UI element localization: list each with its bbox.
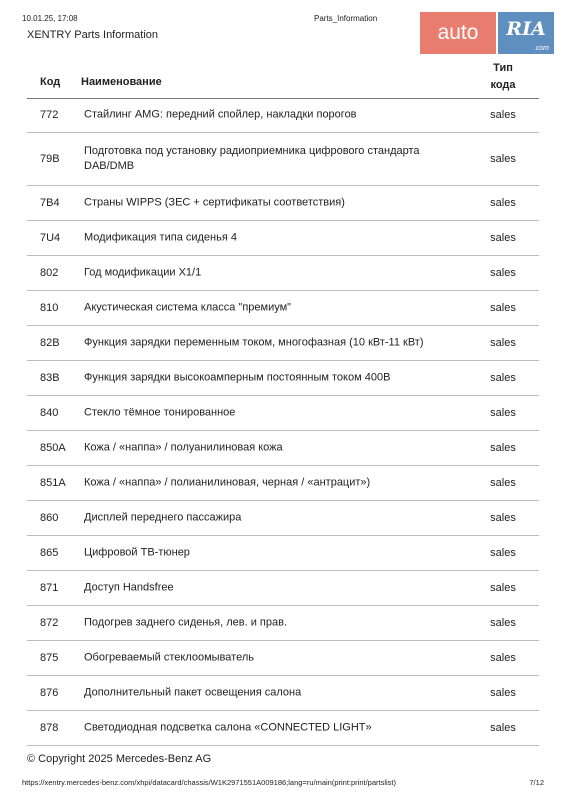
row-code: 802: [40, 267, 59, 279]
row-type: sales: [490, 267, 516, 279]
row-name: Акустическая система класса "премиум": [84, 301, 292, 314]
row-type: sales: [490, 547, 516, 559]
watermark-domain-text: .com: [533, 45, 549, 52]
row-name: Дополнительный пакет освещения салона: [84, 686, 302, 699]
row-type: sales: [490, 109, 516, 121]
header-type: [475, 60, 531, 94]
row-code: 860: [40, 512, 59, 524]
row-name: Цифровой ТВ-тюнер: [84, 546, 190, 559]
table-row: [27, 466, 539, 501]
row-code: 7U4: [40, 232, 61, 244]
row-name: Функция зарядки переменным током, многофазная (10 кВт-11 кВт): [84, 336, 424, 349]
row-type: sales: [490, 652, 516, 664]
header-type-line2: кода: [490, 79, 516, 91]
row-type: sales: [490, 232, 516, 244]
row-name: Кожа / «наппа» / полуанилиновая кожа: [84, 441, 283, 454]
row-type: sales: [490, 617, 516, 629]
row-type: sales: [490, 442, 516, 454]
row-code: 875: [40, 652, 59, 664]
table-row: [27, 711, 539, 746]
table-row: [27, 221, 539, 256]
row-name: Подготовка под установку радиоприемника цифрового стандарта DAB/DMB: [84, 145, 420, 172]
row-code: 83B: [40, 372, 60, 384]
row-code: 878: [40, 722, 59, 734]
row-type: sales: [490, 372, 516, 384]
row-name: Доступ Handsfree: [84, 581, 174, 594]
table-row: [27, 186, 539, 221]
table-row: [27, 676, 539, 711]
footer-url: https://xentry.mercedes-benz.com/xhpi/datacard/chassis/W1K2971551A009186;lang=ru/main(print:print/partslist): [22, 778, 397, 787]
table-row: [27, 536, 539, 571]
header-type-line1: Тип: [493, 62, 513, 74]
row-code: 772: [40, 109, 59, 121]
row-type: sales: [490, 153, 516, 165]
row-name: Стайлинг AMG: передний спойлер, накладки порогов: [84, 108, 357, 121]
table-row: [27, 361, 539, 396]
print-date: 10.01.25, 17:08: [22, 14, 78, 23]
row-type: sales: [490, 407, 516, 419]
row-name: Модификация типа сиденья 4: [84, 231, 237, 244]
row-name: Дисплей переднего пассажира: [84, 511, 242, 524]
row-name: Светодиодная подсветка салона «CONNECTED LIGHT»: [84, 721, 372, 734]
app-title: XENTRY Parts Information: [27, 29, 159, 41]
table-row: [27, 133, 539, 186]
auto-ria-watermark: [420, 12, 554, 54]
row-code: 7B4: [40, 197, 60, 209]
table-header: [27, 60, 539, 99]
table-row: [27, 431, 539, 466]
row-code: 840: [40, 407, 59, 419]
row-code: 871: [40, 582, 59, 594]
row-type: sales: [490, 477, 516, 489]
row-code: 79B: [40, 153, 60, 165]
row-type: sales: [490, 197, 516, 209]
table-row: [27, 501, 539, 536]
row-code: 865: [40, 547, 59, 559]
row-code: 850A: [40, 442, 66, 454]
row-name: Год модификации X1/1: [84, 266, 202, 279]
row-code: 851A: [40, 477, 66, 489]
table-row: [27, 396, 539, 431]
row-name: Обогреваемый стеклоомыватель: [84, 651, 254, 664]
row-type: sales: [490, 337, 516, 349]
table-row: [27, 571, 539, 606]
row-type: sales: [490, 302, 516, 314]
table-row: [27, 291, 539, 326]
row-type: sales: [490, 722, 516, 734]
row-name: Функция зарядки высокоамперным постоянным током 400В: [84, 371, 391, 384]
row-code: 872: [40, 617, 59, 629]
header-name: Наименование: [81, 76, 162, 88]
row-name: Стекло тёмное тонированное: [84, 406, 236, 419]
row-code: 876: [40, 687, 59, 699]
parts-table-body: [27, 98, 539, 746]
print-title: Parts_Information: [314, 14, 378, 23]
header-code: Код: [40, 76, 61, 88]
table-row: [27, 98, 539, 133]
watermark-auto-text: auto: [420, 12, 496, 54]
row-name: Подогрев заднего сиденья, лев. и прав.: [84, 616, 288, 629]
row-type: sales: [490, 582, 516, 594]
row-code: 82B: [40, 337, 60, 349]
row-type: sales: [490, 687, 516, 699]
page-number: 7/12: [529, 778, 544, 787]
row-name: Кожа / «наппа» / полианилиновая, черная / «антрацит»): [84, 476, 371, 489]
row-code: 810: [40, 302, 59, 314]
table-row: [27, 606, 539, 641]
copyright: © Copyright 2025 Mercedes-Benz AG: [27, 753, 212, 765]
table-row: [27, 641, 539, 676]
watermark-ria-block: [498, 12, 554, 54]
watermark-ria-text: RIA: [506, 18, 546, 40]
row-name: Страны WIPPS (ЗЕС + сертификаты соответствия): [84, 196, 345, 209]
table-row: [27, 256, 539, 291]
table-row: [27, 326, 539, 361]
row-type: sales: [490, 512, 516, 524]
